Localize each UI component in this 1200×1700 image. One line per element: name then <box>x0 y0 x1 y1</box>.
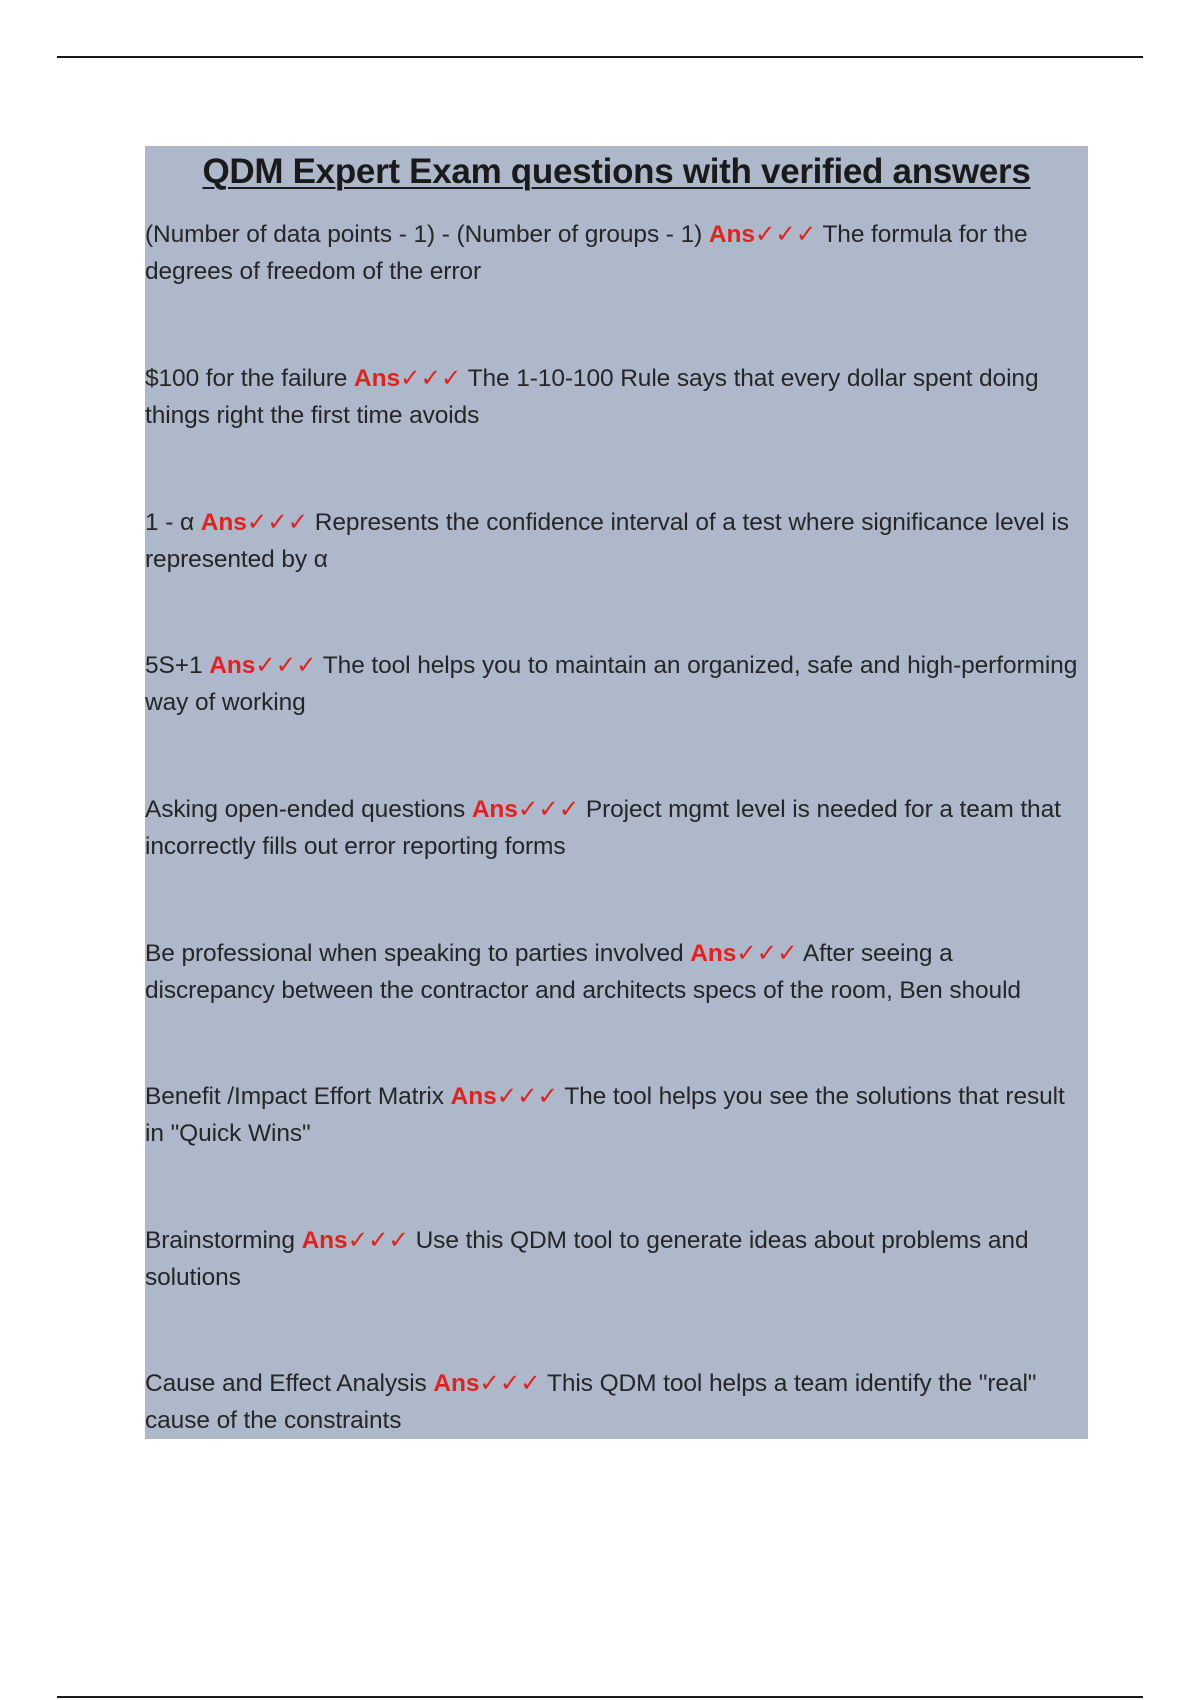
qa-item <box>145 1222 1088 1296</box>
answer-text: (Number of data points - 1) - (Number of groups - 1) <box>145 221 703 248</box>
check-marks-icon: ✓✓✓ <box>496 1083 558 1110</box>
question-text: The 1-10-100 Rule says that every dollar spent doing things right the first time avoids <box>145 365 1039 429</box>
answer-marker: Ans <box>690 940 737 967</box>
question-text: After seeing a discrepancy between the contractor and architects specs of the room, Ben should <box>145 940 1021 1004</box>
question-text: The tool helps you see the solutions that result in "Quick Wins" <box>145 1083 1065 1147</box>
answer-marker: Ans <box>471 796 518 823</box>
answer-marker: Ans <box>450 1083 497 1110</box>
qa-item <box>145 216 1088 290</box>
answer-marker: Ans <box>708 221 755 248</box>
answer-marker: Ans <box>433 1370 480 1397</box>
question-text: The tool helps you to maintain an organized, safe and high-performing way of working <box>145 652 1078 716</box>
answer-text: Asking open-ended questions <box>145 796 466 823</box>
question-text: The formula for the degrees of freedom of the error <box>145 221 1028 285</box>
qa-content-box <box>145 146 1088 1439</box>
qa-item <box>145 935 1088 1009</box>
answer-marker: Ans <box>301 1227 348 1254</box>
answer-text: 5S+1 <box>145 652 203 679</box>
answer-marker: Ans <box>354 365 401 392</box>
question-text: This QDM tool helps a team identify the "real" cause of the constraints <box>145 1370 1037 1434</box>
footer-rule <box>57 1696 1143 1698</box>
answer-text: Benefit /Impact Effort Matrix <box>145 1083 444 1110</box>
document-title: QDM Expert Exam questions with verified answers <box>202 152 1031 191</box>
check-marks-icon: ✓✓✓ <box>246 509 309 536</box>
qa-item <box>145 1365 1088 1439</box>
answer-text: Be professional when speaking to parties involved <box>145 940 684 967</box>
check-marks-icon: ✓✓✓ <box>479 1370 541 1397</box>
qa-item <box>145 791 1088 865</box>
qa-item <box>145 647 1088 721</box>
question-text: Project mgmt level is needed for a team that incorrectly fills out error reporting forms <box>145 796 1061 860</box>
answer-text: Cause and Effect Analysis <box>145 1370 427 1397</box>
answer-text: 1 - α <box>145 509 195 536</box>
header-rule <box>57 56 1143 58</box>
qa-item <box>145 504 1088 578</box>
answer-marker: Ans <box>200 509 247 536</box>
check-marks-icon: ✓✓✓ <box>255 652 317 679</box>
check-marks-icon: ✓✓✓ <box>754 221 817 248</box>
check-marks-icon: ✓✓✓ <box>400 365 462 392</box>
check-marks-icon: ✓✓✓ <box>347 1227 409 1254</box>
question-text: Represents the confidence interval of a test where significance level is represented by α <box>145 509 1069 573</box>
question-text: Use this QDM tool to generate ideas about problems and solutions <box>145 1227 1029 1291</box>
check-marks-icon: ✓✓✓ <box>517 796 580 823</box>
answer-marker: Ans <box>209 652 256 679</box>
qa-item <box>145 1078 1088 1152</box>
answer-text: Brainstorming <box>145 1227 295 1254</box>
qa-item <box>145 360 1088 434</box>
answer-text: $100 for the failure <box>145 365 348 392</box>
check-marks-icon: ✓✓✓ <box>736 940 798 967</box>
